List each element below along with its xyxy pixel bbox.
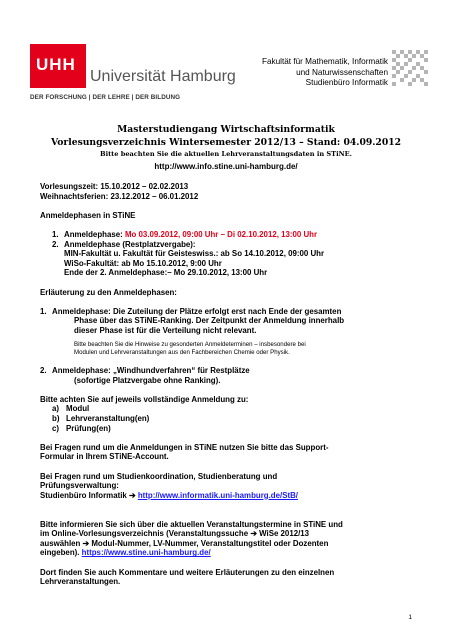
stine-note: Bitte beachten Sie die aktuellen Lehrveranstaltungsdaten in STiNE. bbox=[100, 150, 352, 158]
logo-name: Universität Hamburg bbox=[90, 68, 236, 85]
christmas-break: Weihnachtsferien: 23.12.2012 – 06.01.2012 bbox=[40, 191, 199, 201]
faculty-pattern-icon bbox=[392, 50, 428, 86]
office-line: Studienbüro Informatik ➔ http://www.informatik.uni-hamburg.de/StB/ bbox=[40, 490, 298, 500]
phase2-min: MIN-Fakultät u. Fakultät für Geisteswiss.: ab So 14.10.2012, 09:00 Uhr bbox=[64, 249, 325, 259]
faculty-line: und Naturwissenschaften bbox=[296, 67, 388, 77]
registration-item: b) Lehrveranstaltung(en) bbox=[52, 414, 150, 424]
phase1-dates: Mo 03.09.2012, 09:00 Uhr – Di 02.10.2012, 13:00 Uhr bbox=[124, 229, 318, 239]
document-title bbox=[20, 124, 432, 149]
registration-item: c) Prüfung(en) bbox=[52, 423, 111, 433]
comments-text: Dort finden Sie auch Kommentare und weitere Erläuterungen zu den einzelnen bbox=[40, 567, 335, 577]
stine-link[interactable]: https://www.stine.uni-hamburg.de/ bbox=[81, 548, 211, 558]
page-number: 1 bbox=[408, 614, 412, 621]
stine-info-link[interactable]: http://www.info.stine.uni-hamburg.de/ bbox=[154, 162, 298, 171]
phase2-item: 2. Anmeldephase (Restplatzvergabe): bbox=[52, 239, 196, 249]
registration-heading: Bitte achten Sie auf jeweils vollständige Anmeldung zu: bbox=[40, 394, 249, 404]
title-line: Vorlesungsverzeichnis Wintersemester 2012/13 – Stand: 04.09.2012 bbox=[50, 136, 402, 148]
lecture-period: Vorlesungszeit: 15.10.2012 – 02.02.2013 bbox=[40, 182, 189, 191]
phase2-wiso: WiSo-Fakultät: ab Mo 15.10.2012, 9:00 Uhr bbox=[64, 258, 222, 268]
faculty-line: Studienbüro Informatik bbox=[305, 78, 388, 87]
title-line: Masterstudiengang Wirtschaftsinformatik bbox=[117, 124, 335, 135]
phase1-label: Anmeldephase: bbox=[64, 229, 125, 239]
university-logo bbox=[30, 44, 236, 106]
explanation-heading: Erläuterung zu den Anmeldephasen: bbox=[40, 287, 177, 297]
faculty-line: Fakultät für Mathematik, Informatik bbox=[261, 57, 388, 66]
phase2-label: Anmeldephase (Restplatzvergabe): bbox=[64, 239, 196, 249]
document-body: Vorlesungszeit: 15.10.2012 – 02.02.2013 Weihnachtsferien: 23.12.2012 – 06.01.2012 Anmeldephasen in STiNE 1. Anmeldephase: Mo 03.09.2012, 09:00 Uhr – Di 02.10.2012, 13:00 Uhr 2. Anmeldephase (Restplatzvergabe): MIN-Fakultät u. Fakultät für Geisteswiss.: ab So 14.10.2012, 09:00 Uhr WiSo-Fakultät: ab Mo 15.10.2012, 9:00 Uhr Ende der 2. Anmeldephase:– Mo 29.10.2012, 13:00 Uhr Erläuterung zu den Anmeldephasen: 1. Anmeldephase: Die Zuteilung der Plätze erfolgt erst nach Ende der gesamten Phase über das STiNE-Ranking. Der Zeitpunkt der Anmeldung innerhalb dieser Phase ist für die Verteilung nicht relevant. Bitte beachten Sie die Hinweise zu gesonderten Anmeldeterminen – insbesondere bei Modulen und Lehrveranstaltungen aus den Fachbereichen Chemie oder Physik. 2. Anmeldephase: „Windhundverfahren“ für Restplätze (sofortige Platzvergabe ohne Ranking). Bitte achten Sie auf jeweils vollständige Anmeldung zu: a) Modul b) Lehrveranstaltung(en) c) Prüfung(en) Bei Fragen rund um die Anmeldungen in STiNE nutzen Sie bitte das Support- Formular in Ihrem STiNE-Account. Bei Fragen rund um Studienkoordination, Studienberatung und Prüfungsverwaltung: Studienbüro Informatik ➔ http://www.informatik.uni-hamburg.de/StB/ Bitte informieren Sie sich über die aktuellen Veranstaltungstermine in STiNE und im Online-Vorlesungsverzeichnis (Veranstaltungssuche ➔ WiSe 2012/13 auswählen ➔ Modul-Nummer, LV-Nummer, Veranstaltungstitel oder Dozenten eingeben). https://www.stine.uni-hamburg.de/ Dort finden Sie auch Kommentare und weitere Erläuterungen zu den einzelnen Lehrveranstaltungen. bbox=[40, 182, 380, 587]
explanation-item-2: 2. Anmeldephase: „Windhundverfahren“ für Restplätze bbox=[40, 366, 250, 376]
logo-mark: UHH bbox=[30, 44, 86, 88]
explanation-item-1: 1. Anmeldephase: Die Zuteilung der Plätze erfolgt erst nach Ende der gesamten bbox=[40, 306, 342, 316]
coordination-text: Bei Fragen rund um Studienkoordination, Studienberatung und bbox=[40, 471, 278, 481]
phases-heading: Anmeldephasen in STiNE bbox=[40, 210, 136, 220]
registration-item: a) Modul bbox=[52, 404, 90, 414]
office-link[interactable]: http://www.informatik.uni-hamburg.de/StB/ bbox=[137, 490, 298, 500]
arrow-icon: ➔ bbox=[129, 490, 136, 500]
phase1-item: 1. Anmeldephase: Mo 03.09.2012, 09:00 Uhr – Di 02.10.2012, 13:00 Uhr bbox=[52, 229, 318, 239]
phase2-end: Ende der 2. Anmeldephase:– Mo 29.10.2012, 13:00 Uhr bbox=[64, 268, 268, 278]
explanation-note: Bitte beachten Sie die Hinweise zu gesonderten Anmeldeterminen – insbesondere bei bbox=[74, 340, 306, 348]
support-text: Bei Fragen rund um die Anmeldungen in STiNE nutzen Sie bitte das Support- bbox=[40, 442, 329, 452]
schedule-text: Bitte informieren Sie sich über die aktuellen Veranstaltungstermine in STiNE und bbox=[40, 519, 343, 529]
faculty-info bbox=[262, 57, 388, 89]
logo-tagline: DER FORSCHUNG | DER LEHRE | DER BILDUNG bbox=[30, 94, 181, 101]
